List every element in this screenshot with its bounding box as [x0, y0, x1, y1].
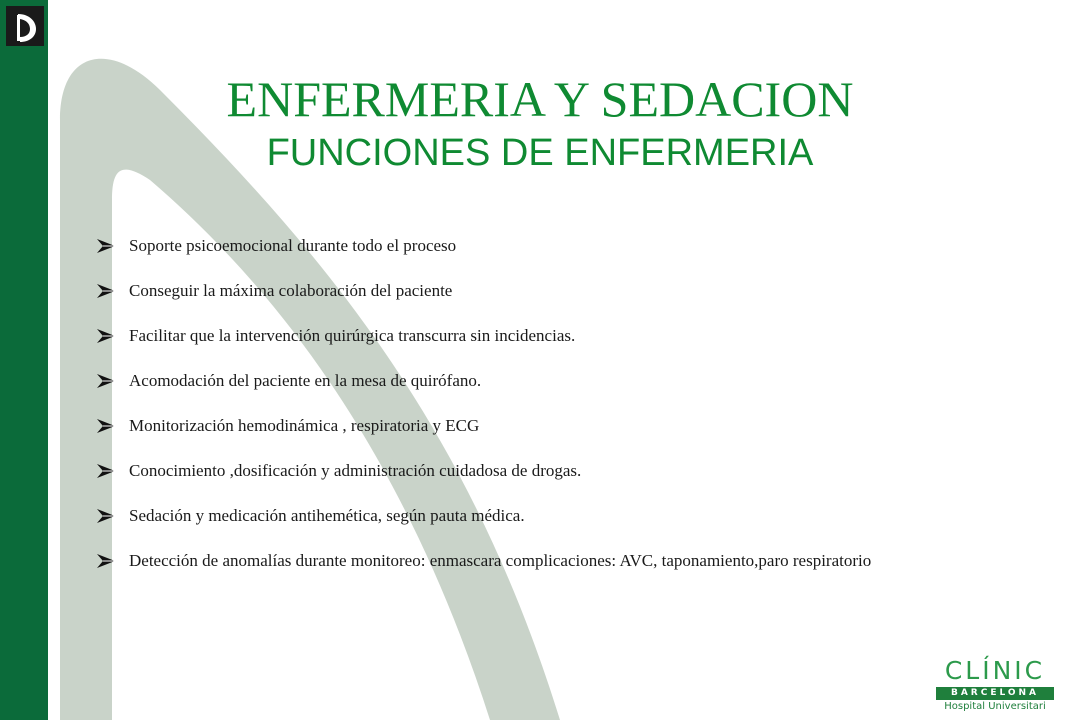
arrowhead-bullet-icon	[95, 553, 117, 569]
hospital-logo-icon	[6, 6, 44, 46]
brand-subtitle: Hospital Universitari	[944, 701, 1046, 712]
list-item	[95, 230, 1025, 262]
arrowhead-bullet-icon	[95, 508, 117, 524]
list-item	[95, 545, 1025, 577]
list-item	[95, 410, 1025, 442]
arrowhead-bullet-icon	[95, 463, 117, 479]
arrowhead-bullet-icon	[95, 283, 117, 299]
bullet-list	[95, 230, 1025, 590]
slide-title-block	[150, 70, 930, 178]
brand-city: BARCELONA	[936, 687, 1054, 700]
bullet-text: Detección de anomalías durante monitoreo: enmascara complicaciones: AVC, taponamiento,paro respiratorio	[129, 551, 872, 570]
arrowhead-bullet-icon	[95, 328, 117, 344]
bullet-text: Sedación y medicación antihemética, según pauta médica.	[129, 506, 525, 525]
list-item	[95, 500, 1025, 532]
list-item	[95, 275, 1025, 307]
bullet-text: Monitorización hemodinámica , respiratoria y ECG	[129, 416, 480, 435]
arrowhead-bullet-icon	[95, 373, 117, 389]
bullet-text: Soporte psicoemocional durante todo el proceso	[129, 236, 457, 255]
arrowhead-bullet-icon	[95, 418, 117, 434]
list-item	[95, 365, 1025, 397]
bullet-text: Facilitar que la intervención quirúrgica transcurra sin incidencias.	[129, 326, 576, 345]
slide-title: ENFERMERIA Y SEDACION	[226, 71, 854, 127]
arrowhead-bullet-icon	[95, 238, 117, 254]
bullet-text: Conseguir la máxima colaboración del paciente	[129, 281, 453, 300]
list-item	[95, 455, 1025, 487]
brand-name: CLÍNIC	[944, 656, 1046, 685]
left-sidebar-band	[0, 0, 48, 720]
bullet-text: Acomodación del paciente en la mesa de quirófano.	[129, 371, 482, 390]
slide-subtitle: FUNCIONES DE ENFERMERIA	[266, 132, 814, 174]
hospital-brand-logo	[932, 657, 1058, 713]
bullet-text: Conocimiento ,dosificación y administración cuidadosa de drogas.	[129, 461, 582, 480]
sidebar-divider	[48, 0, 52, 720]
list-item	[95, 320, 1025, 352]
